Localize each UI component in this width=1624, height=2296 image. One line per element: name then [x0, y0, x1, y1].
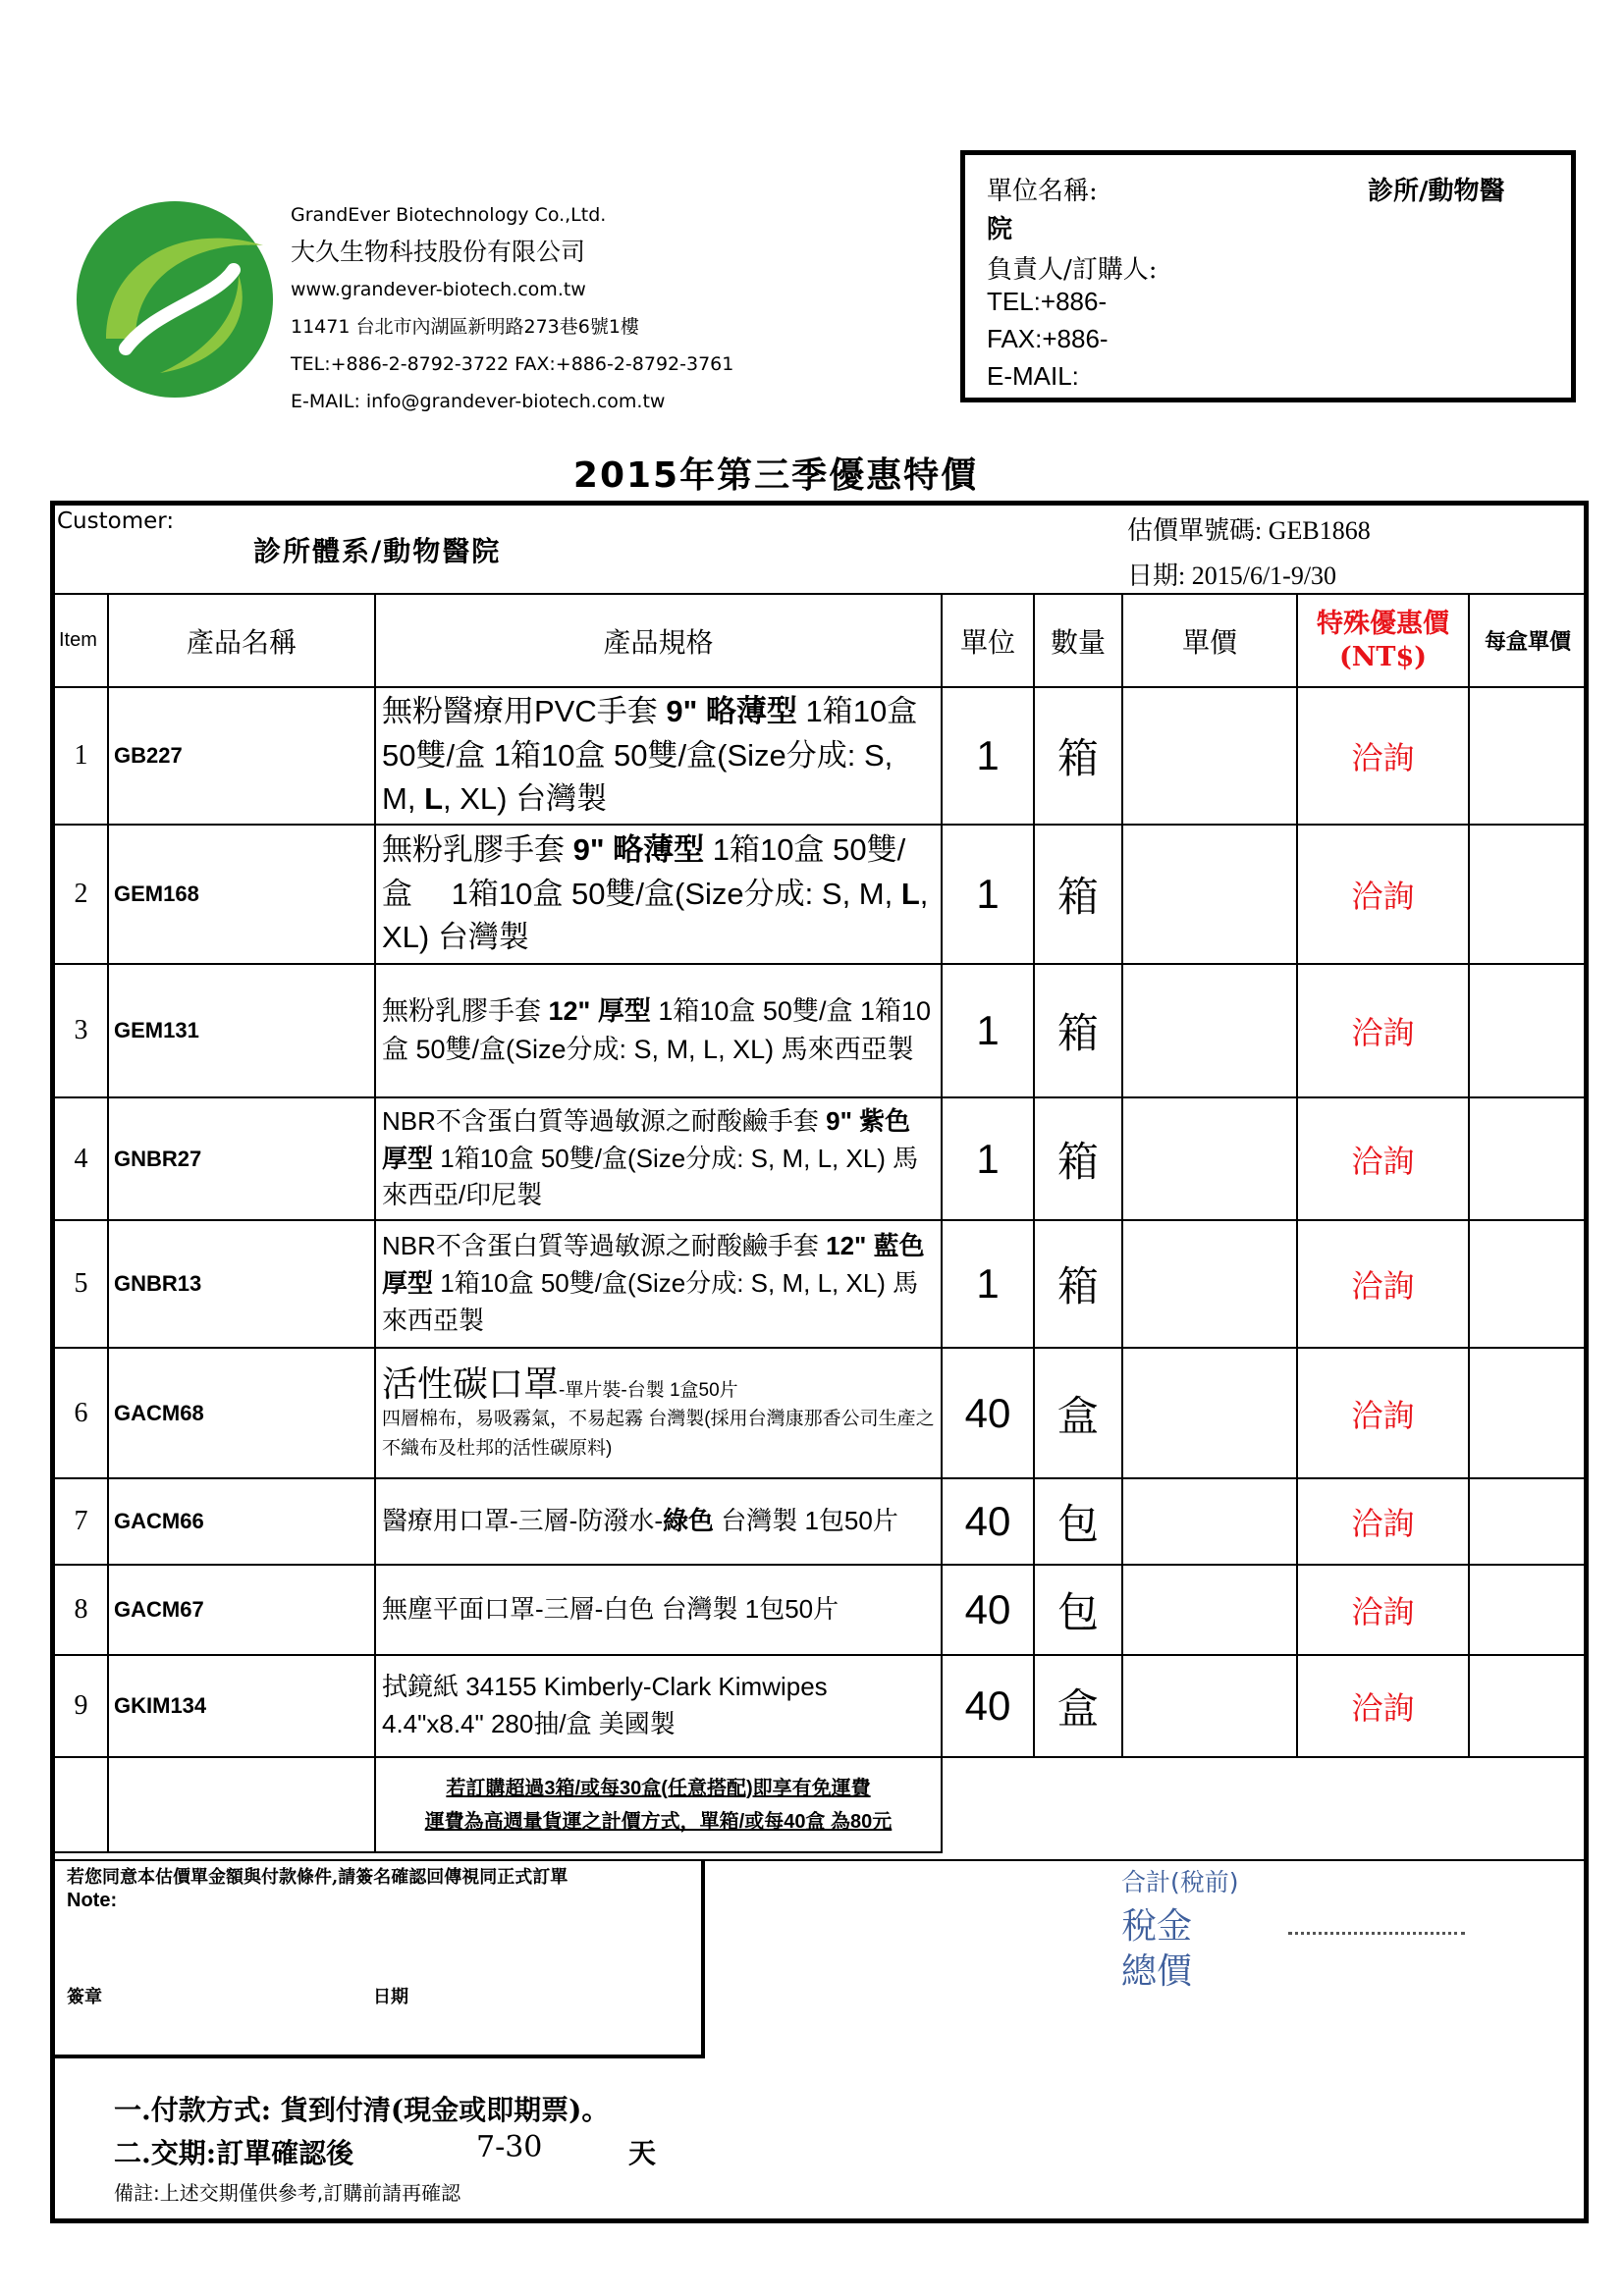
header-special-line1: 特殊優惠價 [1317, 608, 1449, 639]
unit: 箱 [1034, 1097, 1122, 1220]
row-number: 3 [54, 964, 108, 1097]
empty-cell [1469, 1757, 1587, 1852]
company-name-en: GrandEver Biotechnology Co.,Ltd. [291, 204, 607, 226]
product-spec: 拭鏡紙 34155 Kimberly-Clark Kimwipes 4.4"x8.4" 280抽/盒 美國製 [375, 1655, 942, 1757]
unit-price-cell [1122, 1220, 1297, 1348]
company-phone-fax: TEL:+886-2-8792-3722 FAX:+886-2-8792-3761 [291, 353, 734, 375]
shipping-note [375, 1757, 942, 1852]
header-unit: 單位 [942, 594, 1034, 687]
special-price: 洽詢 [1297, 1220, 1469, 1348]
company-name-zh: 大久生物科技股份有限公司 [291, 238, 586, 266]
special-price: 洽詢 [1297, 964, 1469, 1097]
header-special-line2: (NT$) [1338, 641, 1428, 672]
unit: 箱 [1034, 825, 1122, 964]
row-number: 9 [54, 1655, 108, 1757]
unit: 盒 [1034, 1348, 1122, 1478]
delivery-days-unit: 天 [628, 2137, 657, 2169]
header-price: 單價 [1122, 594, 1297, 687]
per-box-price-cell [1469, 1655, 1587, 1757]
table-row [54, 825, 1587, 964]
row-number: 8 [54, 1565, 108, 1655]
product-spec: 無塵平面口罩-三層-白色 台灣製 1包50片 [375, 1565, 942, 1655]
unit-price-cell [1122, 825, 1297, 964]
unit: 包 [1034, 1565, 1122, 1655]
table-row [54, 1655, 1587, 1757]
header-per-box: 每盒單價 [1469, 594, 1587, 687]
header-item: Item [54, 594, 108, 687]
unit-price-cell [1122, 964, 1297, 1097]
product-code: GNBR13 [108, 1220, 375, 1348]
delivery-terms: 二.交期:訂單確認後 [114, 2137, 354, 2169]
unit: 箱 [1034, 1220, 1122, 1348]
quantity: 1 [942, 687, 1034, 825]
unit-price-cell [1122, 687, 1297, 825]
per-box-price-cell [1469, 825, 1587, 964]
empty-cell [1297, 1757, 1469, 1852]
row-number: 5 [54, 1220, 108, 1348]
per-box-price-cell [1469, 964, 1587, 1097]
per-box-price-cell [1469, 1348, 1587, 1478]
unit: 箱 [1034, 687, 1122, 825]
quantity: 40 [942, 1565, 1034, 1655]
unit-price-cell [1122, 1097, 1297, 1220]
delivery-days: 7-30 [476, 2130, 543, 2164]
quantity: 1 [942, 964, 1034, 1097]
sign-date-label: 日期 [373, 1987, 408, 2007]
company-email: E-MAIL: info@grandever-biotech.com.tw [291, 391, 666, 412]
table-row [54, 1478, 1587, 1565]
row-number: 2 [54, 825, 108, 964]
quantity: 1 [942, 825, 1034, 964]
table-row [54, 1220, 1587, 1348]
empty-cell [942, 1757, 1034, 1852]
company-website: www.grandever-biotech.com.tw [291, 279, 586, 300]
header-qty: 數量 [1034, 594, 1122, 687]
header-special [1297, 594, 1469, 687]
note-label: Note: [67, 1890, 118, 1911]
product-spec: 無粉乳膠手套 12" 厚型 1箱10盒 50雙/盒 1箱10盒 50雙/盒(Size分成: S, M, L, XL) 馬來西亞製 [375, 964, 942, 1097]
unit-value: 診所/動物醫 [1368, 177, 1505, 206]
product-code: GNBR27 [108, 1097, 375, 1220]
product-spec: 醫療用口罩-三層-防潑水-綠色 台灣製 1包50片 [375, 1478, 942, 1565]
company-address: 11471 台北市內湖區新明路273巷6號1樓 [291, 316, 639, 338]
shipping-note-line1: 若訂購超過3箱/或每30盒(任意搭配)即享有免運費 [446, 1777, 871, 1799]
row-number: 1 [54, 687, 108, 825]
per-box-price-cell [1469, 1220, 1587, 1348]
quantity: 40 [942, 1478, 1034, 1565]
table-row [54, 1565, 1587, 1655]
empty-cell [1034, 1757, 1122, 1852]
shipping-note-line2: 運費為高週量貨運之計價方式，單箱/或每40盒 為80元 [424, 1810, 893, 1833]
unit: 包 [1034, 1478, 1122, 1565]
company-info [291, 196, 880, 420]
customer-unit-box [960, 150, 1576, 402]
product-spec: NBR不含蛋白質等過敏源之耐酸鹼手套 12" 藍色厚型 1箱10盒 50雙/盒(Size分成: S, M, L, XL) 馬來西亞製 [375, 1220, 942, 1348]
quote-date: 日期: 2015/6/1-9/30 [1127, 561, 1337, 590]
unit-tel: TEL:+886- [987, 287, 1108, 316]
table-row [54, 1097, 1587, 1220]
per-box-price-cell [1469, 687, 1587, 825]
table-row [54, 687, 1587, 825]
quantity: 1 [942, 1097, 1034, 1220]
per-box-price-cell [1469, 1565, 1587, 1655]
contact-label: 負責人/訂購人: [987, 255, 1158, 285]
unit-label: 單位名稱: [987, 177, 1098, 206]
signature-box [53, 1861, 705, 2058]
unit-price-cell [1122, 1655, 1297, 1757]
total-dotted-line [1288, 1932, 1465, 1935]
special-price: 洽詢 [1297, 1655, 1469, 1757]
special-price: 洽詢 [1297, 825, 1469, 964]
product-code: GKIM134 [108, 1655, 375, 1757]
product-code: GB227 [108, 687, 375, 825]
unit-price-cell [1122, 1348, 1297, 1478]
special-price: 洽詢 [1297, 1348, 1469, 1478]
special-price: 洽詢 [1297, 1565, 1469, 1655]
unit-email: E-MAIL: [987, 361, 1079, 391]
shipping-note-row [54, 1757, 1587, 1852]
product-code: GEM168 [108, 825, 375, 964]
subtotal-label: 合計(稅前) [1121, 1868, 1239, 1896]
empty-cell [1122, 1757, 1297, 1852]
product-code: GACM66 [108, 1478, 375, 1565]
customer-label: Customer: [57, 508, 175, 534]
quantity: 40 [942, 1655, 1034, 1757]
company-logo [67, 191, 283, 402]
unit-value-wrap: 院 [987, 215, 1013, 244]
payment-terms: 一.付款方式: 貨到付清(現金或即期票)。 [114, 2094, 610, 2126]
quantity: 1 [942, 1220, 1034, 1348]
product-spec: 無粉乳膠手套 9" 略薄型 1箱10盒 50雙/盒 1箱10盒 50雙/盒(Size分成: S, M, L, XL) 台灣製 [375, 825, 942, 964]
delivery-remark: 備註:上述交期僅供參考,訂購前請再確認 [114, 2181, 461, 2205]
product-spec: 活性碳口罩-單片裝-台製 1盒50片 四層棉布，易吸霧氣，不易起霧 台灣製(採用台灣康那香公司生產之不織布及杜邦的活性碳原料) [375, 1348, 942, 1478]
header-spec: 產品規格 [375, 594, 942, 687]
product-table [53, 593, 1588, 1853]
empty-cell [54, 1757, 108, 1852]
product-spec: 無粉醫療用PVC手套 9" 略薄型 1箱10盒 50雙/盒 1箱10盒 50雙/盒(Size分成: S, M, L, XL) 台灣製 [375, 687, 942, 825]
agreement-text: 若您同意本估價單金額與付款條件,請簽名確認回傳視同正式訂單 [67, 1867, 568, 1888]
product-code: GACM68 [108, 1348, 375, 1478]
tax-label: 稅金 [1121, 1906, 1193, 1947]
unit-price-cell [1122, 1478, 1297, 1565]
document-title: 2015年第三季優惠特價 [572, 455, 979, 496]
row-number: 6 [54, 1348, 108, 1478]
per-box-price-cell [1469, 1097, 1587, 1220]
table-header-row [54, 594, 1587, 687]
empty-cell [108, 1757, 375, 1852]
unit: 盒 [1034, 1655, 1122, 1757]
quote-number: 估價單號碼: GEB1868 [1127, 516, 1371, 545]
special-price: 洽詢 [1297, 1478, 1469, 1565]
unit-price-cell [1122, 1565, 1297, 1655]
customer-name: 診所體系/動物醫院 [253, 535, 502, 567]
special-price: 洽詢 [1297, 687, 1469, 825]
special-price: 洽詢 [1297, 1097, 1469, 1220]
unit-fax: FAX:+886- [987, 324, 1109, 353]
total-label: 總價 [1121, 1951, 1193, 1992]
table-row [54, 964, 1587, 1097]
product-code: GACM67 [108, 1565, 375, 1655]
unit: 箱 [1034, 964, 1122, 1097]
row-number: 4 [54, 1097, 108, 1220]
product-spec: NBR不含蛋白質等過敏源之耐酸鹼手套 9" 紫色厚型 1箱10盒 50雙/盒(Size分成: S, M, L, XL) 馬來西亞/印尼製 [375, 1097, 942, 1220]
header-name: 產品名稱 [108, 594, 375, 687]
per-box-price-cell [1469, 1478, 1587, 1565]
table-row [54, 1348, 1587, 1478]
seal-label: 簽章 [67, 1987, 102, 2007]
product-code: GEM131 [108, 964, 375, 1097]
row-number: 7 [54, 1478, 108, 1565]
quantity: 40 [942, 1348, 1034, 1478]
